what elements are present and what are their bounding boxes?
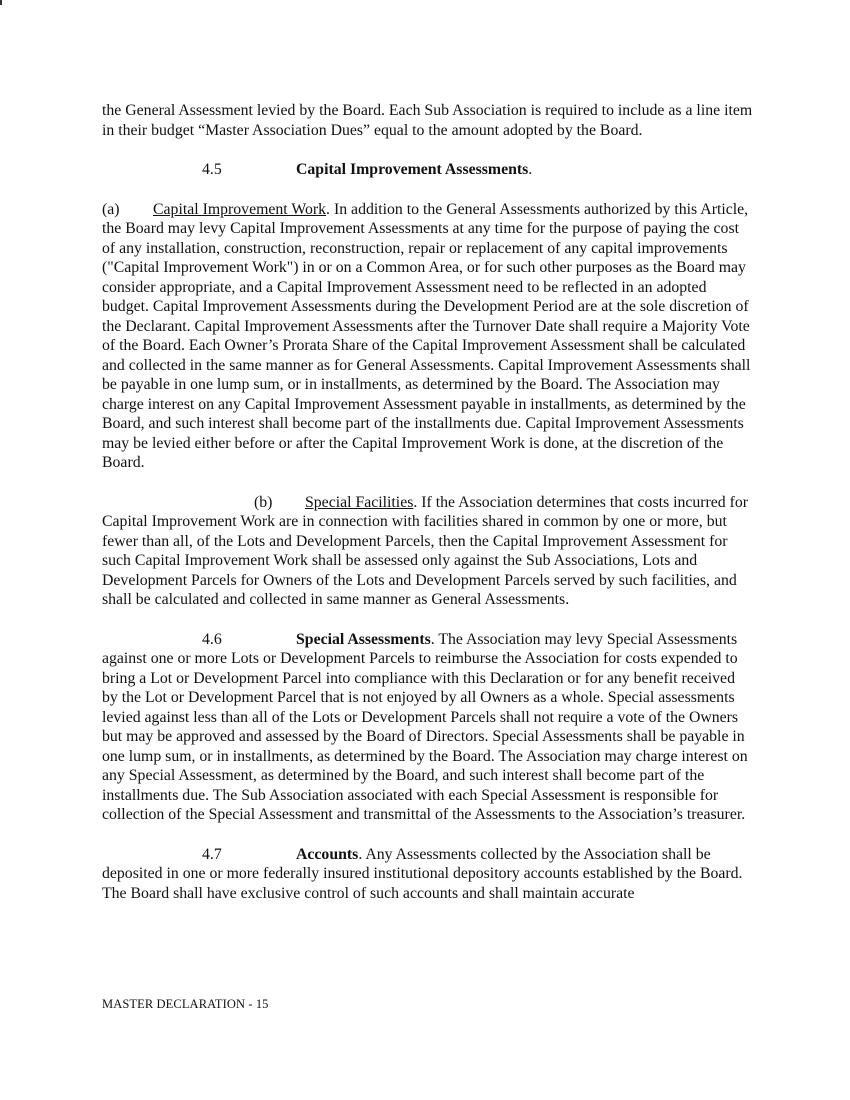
- subsection-4-5-b: [102, 493, 754, 610]
- section-body: . The Association may levy Special Assessments against one or more Lots or Development Parcels to reimburse the Association for costs expended to bring a Lot or Development Parcel into compliance with this Declaration or for any benefit received by the Lot or Development Parcel that is not enjoyed by all Owners as a whole. Special assessments levied against less than all of the Lots or Development Parcels shall not require a vote of the Owners but may be approved and assessed by the Board of Directors. Special Assessments shall be payable in one lump sum, or in installments, as determined by the Board. The Association may charge interest on any Special Assessment, as determined by the Board, and such interest shall become part of the installments due. The Sub Association associated with each Special Assessment is responsible for collection of the Special Assessment and transmittal of the Assessments to the Association’s treasurer.: [102, 630, 748, 823]
- section-body: . Any Assessments collected by the Association shall be deposited in one or more federally insured institutional depository accounts established by the Board. The Board shall have exclusive control of such accounts and shall maintain accurate: [102, 845, 743, 902]
- subsection-title: Special Facilities: [305, 493, 414, 511]
- subsection-body: . In addition to the General Assessments authorized by this Article, the Board may levy Capital Improvement Assessments at any time for the purpose of paying the cost of any installation, construction, reconstruction, repair or replacement of any capital improvements ("Capital Improvement Work") in or on a Common Area, or for such other purposes as the Board may consider appropriate, and a Capital Improvement Assessment need to be reflected in an adopted budget. Capital Improvement Assessments during the Development Period are at the sole discretion of the Declarant. Capital Improvement Assessments after the Turnover Date shall require a Majority Vote of the Board. Each Owner’s Prorata Share of the Capital Improvement Assessment shall be calculated and collected in the same manner as for General Assessments. Capital Improvement Assessments shall be payable in one lump sum, or in installments, as determined by the Board. The Association may charge interest on any Capital Improvement Assessment payable in installments, as determined by the Board, and such interest shall become part of the installments due. Capital Improvement Assessments may be levied either before or after the Capital Improvement Work is done, at the discretion of the Board.: [102, 200, 751, 471]
- page-edge-mark: [0, 0, 2, 5]
- document-body: [102, 101, 754, 923]
- section-title-punct: .: [528, 161, 533, 178]
- section-4-7: [102, 845, 754, 904]
- section-number: 4.5: [202, 161, 222, 178]
- section-title: Accounts: [296, 845, 359, 863]
- section-number: 4.6: [202, 630, 222, 648]
- subsection-title: Capital Improvement Work: [153, 200, 327, 218]
- intro-paragraph: the General Assessment levied by the Board. Each Sub Association is required to include as a line item in their budget “Master Association Dues” equal to the amount adopted by the Board.: [102, 102, 753, 139]
- subsection-body: . If the Association determines that costs incurred for Capital Improvement Work are in connection with facilities shared in common by one or more, but fewer than all, of the Lots and Development Parcels, then the Capital Improvement Assessment for such Capital Improvement Work shall be assessed only against the Sub Associations, Lots and Development Parcels for Owners of the Lots and Development Parcels served by such facilities, and shall be calculated and collected in same manner as General Assessments.: [102, 493, 749, 608]
- subsection-marker: (b): [254, 493, 273, 511]
- section-4-5-heading: [102, 160, 754, 180]
- section-4-6: [102, 630, 754, 825]
- subsection-4-5-a: [102, 200, 754, 473]
- section-number: 4.7: [202, 845, 222, 863]
- subsection-marker: (a): [102, 200, 120, 218]
- page-footer: MASTER DECLARATION - 15: [102, 997, 269, 1011]
- section-title: Special Assessments: [296, 630, 431, 648]
- section-title: Capital Improvement Assessments: [296, 161, 529, 178]
